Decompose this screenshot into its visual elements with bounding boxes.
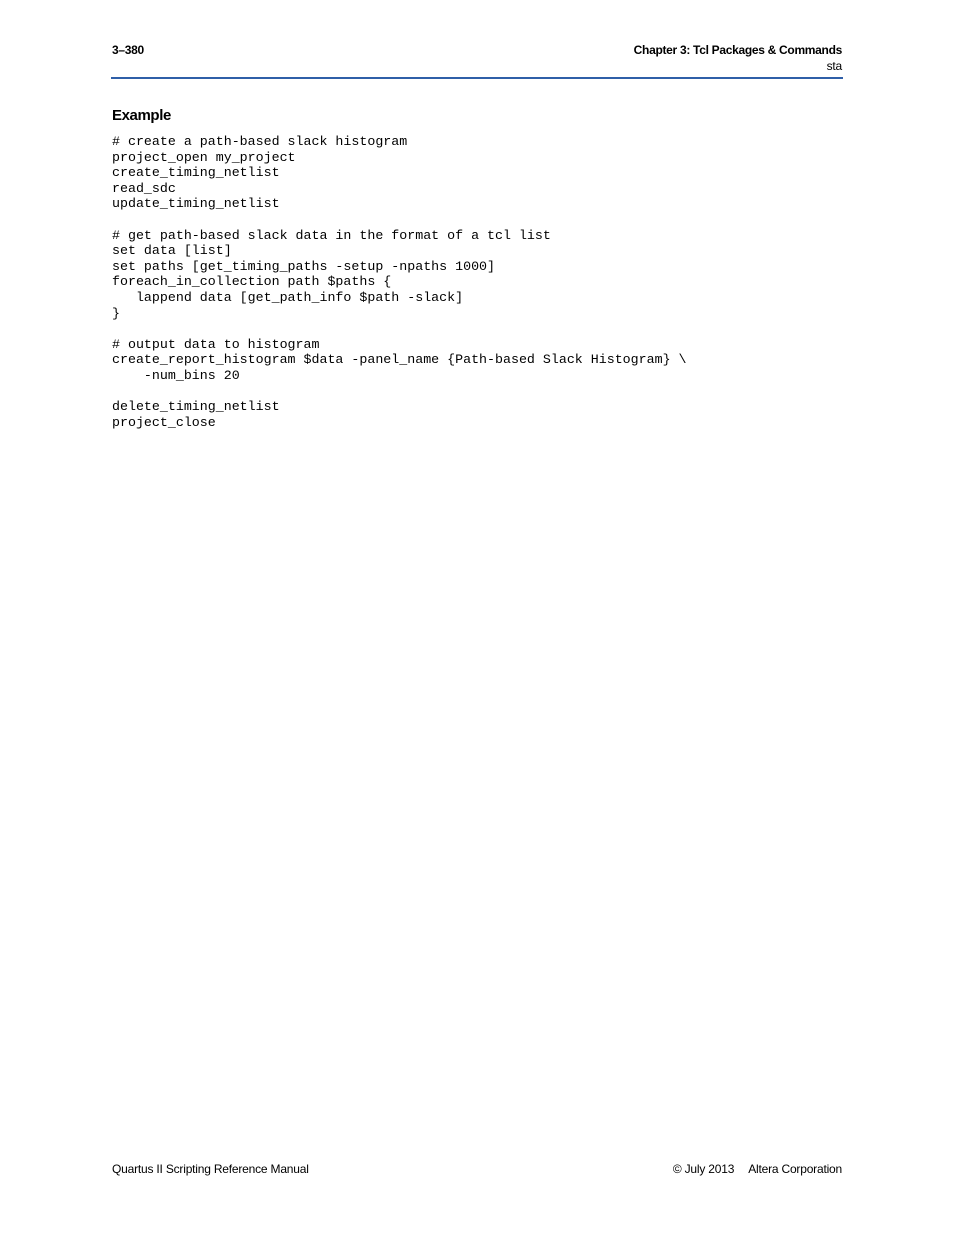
running-header	[634, 43, 842, 74]
header-rule	[111, 77, 843, 79]
section-name: sta	[826, 59, 842, 73]
page-number: 3–380	[112, 43, 144, 57]
chapter-title: Chapter 3: Tcl Packages & Commands	[633, 43, 842, 57]
footer-copyright	[673, 1162, 842, 1176]
footer-date: © July 2013	[672, 1162, 735, 1176]
footer-company: Altera Corporation	[748, 1162, 842, 1176]
code-example: # create a path-based slack histogram project_open my_project create_timing_netlist read_sdc update_timing_netlist # get path-based slack data in the format of a tcl list set data [list] set paths [get_timing_paths -setup -npaths 1000] foreach_in_collection path $paths { lappend data [get_path_info $path -slack] } # output data to histogram create_report_histogram $data -panel_name {Path-based Slack Histogram} \ -num_bins 20 delete_timing_netlist project_close	[112, 134, 687, 430]
section-heading: Example	[112, 107, 171, 124]
footer-manual-title: Quartus II Scripting Reference Manual	[112, 1162, 309, 1176]
